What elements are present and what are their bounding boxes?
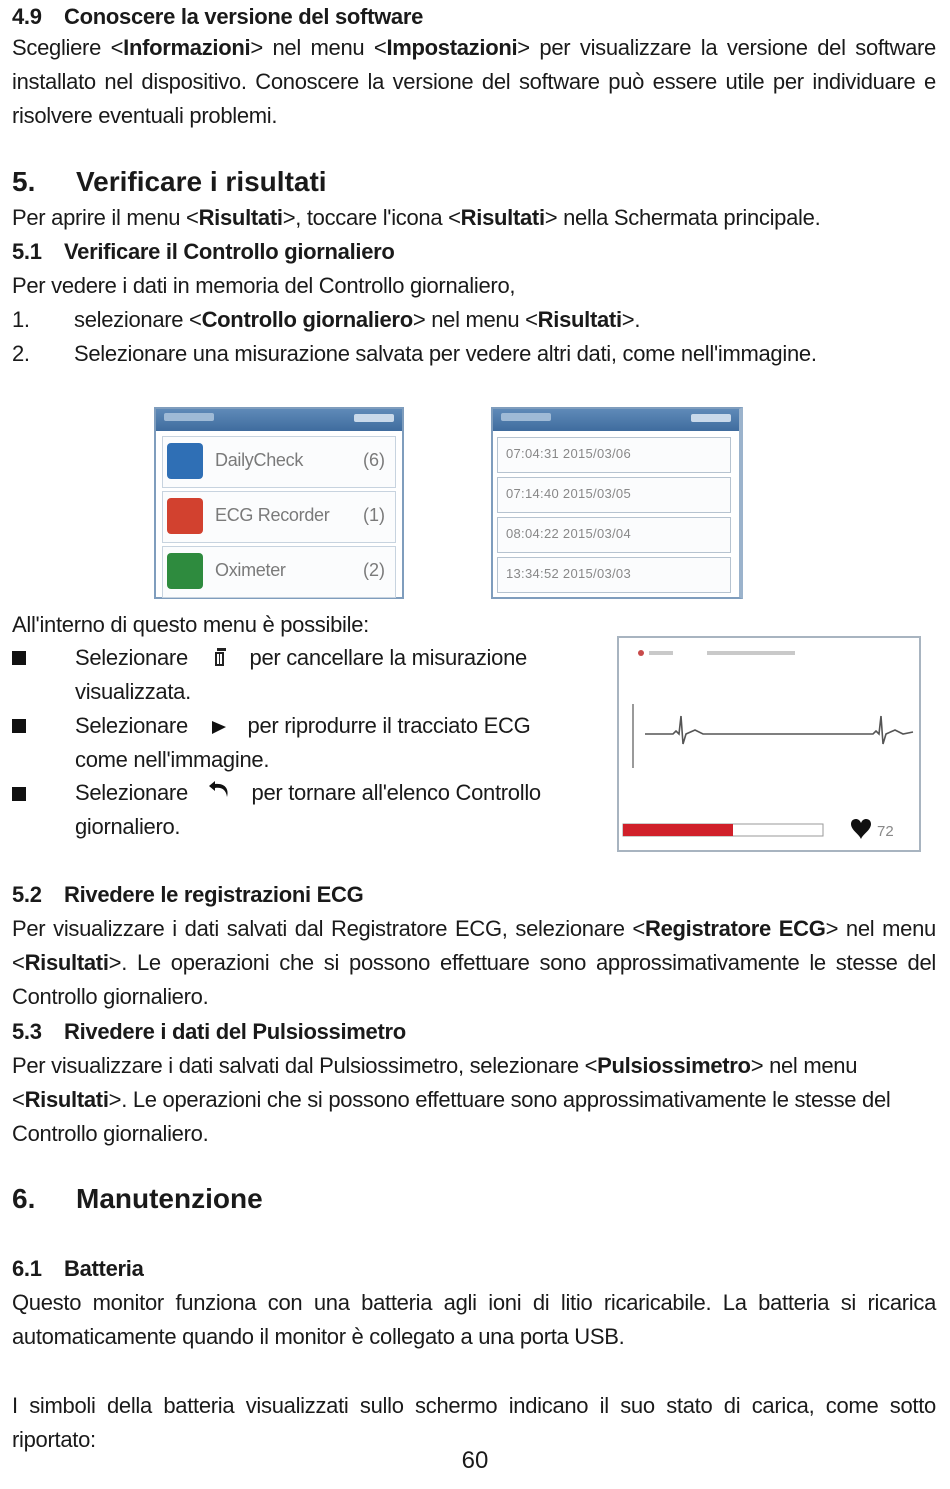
- ecg-trace: [645, 716, 913, 744]
- menu-item-ecg-recorder: [162, 491, 396, 543]
- bullet-square-icon: [12, 719, 26, 733]
- trash-icon: [208, 644, 234, 670]
- text-run: Per aprire il menu <: [12, 205, 199, 230]
- bold-run: Risultati: [24, 1087, 109, 1112]
- section-title: Verificare i risultati: [76, 166, 327, 197]
- record-timestamp: 08:04:22 2015/03/04: [506, 526, 631, 541]
- menu-item-oximeter: [162, 546, 396, 598]
- progress-fill: [623, 824, 733, 836]
- results-menu-screenshot: [154, 407, 404, 599]
- record-list-screenshot: [491, 407, 743, 599]
- text-run: >.: [621, 307, 641, 332]
- section-number: 6.: [12, 1183, 36, 1214]
- section-title: Manutenzione: [76, 1183, 263, 1214]
- step-2: [12, 337, 936, 371]
- bold-run: Risultati: [24, 950, 109, 975]
- text-run: selezionare <: [74, 307, 202, 332]
- options-intro: All'interno di questo menu è possibile:: [12, 612, 369, 637]
- section-6-1-paragraph-1: Questo monitor funziona con una batteria agli ioni di litio ricaricabile. La batteria si ricarica automaticamente quando il monitor è collegato a una porta USB.: [12, 1290, 936, 1349]
- text-run: Selezionare una misurazione salvata per vedere altri dati, come nell'immagine.: [74, 341, 817, 366]
- record-row: [497, 437, 731, 473]
- section-5-3-paragraph: [12, 1049, 936, 1151]
- oximeter-icon: [167, 553, 203, 589]
- menu-item-count: (1): [363, 505, 385, 525]
- text-run: >. Le operazioni che si possono effettuare sono approssimativamente le stesse del Controllo giornaliero.: [12, 950, 936, 1009]
- bold-run: Impostazioni: [386, 35, 518, 60]
- section-title: Rivedere le registrazioni ECG: [64, 882, 364, 907]
- section-title: Batteria: [64, 1256, 144, 1281]
- option-back-cont: giornaliero.: [75, 814, 181, 839]
- section-number: 5.1: [12, 239, 42, 264]
- option-delete-cont: visualizzata.: [75, 679, 191, 704]
- step-number: 1.: [12, 307, 30, 332]
- record-row: [497, 517, 731, 553]
- text-run: > nel menu <: [412, 307, 538, 332]
- record-timestamp: 07:14:40 2015/03/05: [506, 486, 631, 501]
- record-dot-icon: [638, 650, 644, 656]
- section-title: Rivedere i dati del Pulsiossimetro: [64, 1019, 406, 1044]
- heart-rate-value: 72: [877, 823, 894, 840]
- back-arrow-icon: [206, 777, 234, 803]
- header-text-blur: [707, 651, 795, 655]
- text-run: Selezionare: [75, 645, 188, 670]
- bold-run: Risultati: [537, 307, 622, 332]
- menu-item-count: (2): [363, 560, 385, 580]
- section-number: 5.: [12, 166, 36, 197]
- section-4-9-paragraph: [12, 31, 936, 133]
- text-run: > per visualizzare la versione del software installato nel dispositivo. Conoscere la versione del software può essere utile per individuare e risolvere eventuali problemi.: [12, 35, 936, 128]
- section-5-2-paragraph: [12, 912, 936, 1014]
- menu-item-label: ECG Recorder: [215, 505, 330, 525]
- section-title: Conoscere la versione del software: [64, 4, 424, 29]
- section-6-1-paragraph-2: I simboli della batteria visualizzati sullo schermo indicano il suo stato di carica, come sotto riportato:: [12, 1393, 936, 1452]
- text-run: per cancellare la misurazione: [249, 645, 527, 670]
- text-run: Selezionare: [75, 713, 188, 738]
- ecg-recorder-icon: [167, 498, 203, 534]
- section-5-2-heading: [12, 878, 936, 912]
- text-run: Scegliere <: [12, 35, 124, 60]
- bullet-square-icon: [12, 787, 26, 801]
- bold-run: Registratore ECG: [644, 916, 826, 941]
- option-delete: [75, 641, 527, 675]
- option-play-cont: come nell'immagine.: [75, 747, 270, 772]
- record-row: [497, 477, 731, 513]
- dailycheck-icon: [167, 443, 203, 479]
- record-timestamp: 07:04:31 2015/03/06: [506, 446, 631, 461]
- status-bar: [493, 409, 739, 431]
- bold-run: Informazioni: [123, 35, 251, 60]
- section-5-1-heading: [12, 235, 936, 269]
- option-back: [75, 776, 541, 810]
- text-run: Per visualizzare i dati salvati dal Pulsiossimetro, selezionare <: [12, 1053, 598, 1078]
- text-run: > nel menu <: [12, 916, 936, 975]
- section-5-1-intro: Per vedere i dati in memoria del Controllo giornaliero,: [12, 273, 516, 298]
- header-text-blur: [649, 651, 673, 655]
- bold-run: Controllo giornaliero: [201, 307, 413, 332]
- record-timestamp: 13:34:52 2015/03/03: [506, 566, 631, 581]
- menu-item-label: DailyCheck: [215, 450, 304, 470]
- text-run: >, toccare l'icona <: [282, 205, 461, 230]
- section-6-1-heading: [12, 1252, 936, 1286]
- section-6-heading: [12, 1179, 936, 1219]
- section-number: 4.9: [12, 4, 42, 29]
- text-run: > nella Schermata principale.: [544, 205, 821, 230]
- text-run: per tornare all'elenco Controllo: [251, 780, 541, 805]
- bold-run: Pulsiossimetro: [597, 1053, 751, 1078]
- text-run: > nel menu <: [12, 1053, 858, 1112]
- option-play: [75, 709, 530, 743]
- heart-icon: [851, 819, 871, 839]
- step-1: [12, 303, 936, 337]
- section-number: 5.3: [12, 1019, 42, 1044]
- section-5-3-heading: [12, 1015, 936, 1049]
- menu-item-dailycheck: [162, 436, 396, 488]
- menu-item-label: Oximeter: [215, 560, 286, 580]
- step-number: 2.: [12, 341, 30, 366]
- text-run: Selezionare: [75, 780, 188, 805]
- status-bar: [156, 409, 402, 431]
- text-run: > nel menu <: [250, 35, 387, 60]
- bold-run: Risultati: [460, 205, 545, 230]
- record-row: [497, 557, 731, 593]
- text-run: >. Le operazioni che si possono effettuare sono approssimativamente le stesse del Controllo giornaliero.: [12, 1087, 891, 1146]
- section-title: Verificare il Controllo giornaliero: [64, 239, 395, 264]
- page-number: 60: [461, 1447, 489, 1474]
- section-5-paragraph: [12, 201, 936, 235]
- section-number: 5.2: [12, 882, 42, 907]
- menu-item-count: (6): [363, 450, 385, 470]
- ecg-playback-screenshot: [617, 636, 921, 852]
- bullet-square-icon: [12, 651, 26, 665]
- text-run: Per visualizzare i dati salvati dal Registratore ECG, selezionare <: [12, 916, 645, 941]
- bold-run: Risultati: [198, 205, 283, 230]
- text-run: per riprodurre il tracciato ECG: [247, 713, 531, 738]
- section-4-9-heading: [12, 0, 936, 34]
- play-icon: [208, 716, 230, 738]
- section-5-heading: [12, 162, 936, 202]
- section-number: 6.1: [12, 1256, 42, 1281]
- ecg-playback-view: [619, 638, 919, 850]
